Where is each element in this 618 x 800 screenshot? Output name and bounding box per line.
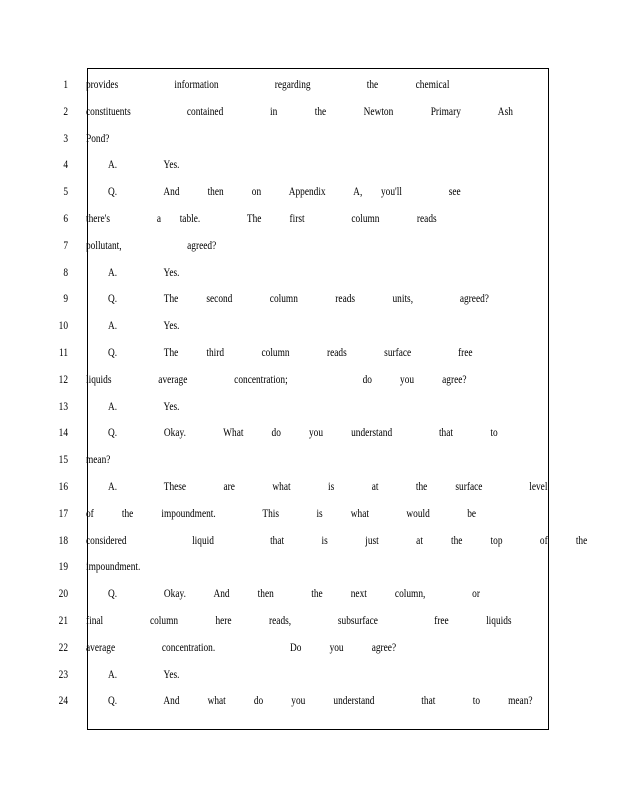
transcript-line — [0, 421, 618, 443]
transcript-line — [0, 395, 618, 417]
line-text: A. Yes. — [108, 666, 180, 681]
line-text: A. Yes. — [108, 264, 180, 279]
line-text: A. Yes. — [108, 157, 180, 172]
transcript-line — [0, 180, 618, 202]
transcript-line — [0, 341, 618, 363]
line-number: 4 — [63, 157, 68, 172]
line-text: considered liquid that is just at the top of the — [86, 532, 588, 547]
transcript-line — [0, 100, 618, 122]
line-number: 7 — [63, 237, 68, 252]
line-text: Q. And then on Appendix A, you'll see — [108, 184, 461, 199]
line-number: 12 — [58, 371, 68, 386]
line-text: pollutant, agreed? — [86, 237, 217, 252]
line-number: 18 — [58, 532, 68, 547]
line-number: 13 — [58, 398, 68, 413]
transcript-line — [0, 636, 618, 658]
line-number: 14 — [58, 425, 68, 440]
line-number: 20 — [58, 586, 68, 601]
line-text: Q. Okay. What do you understand that to — [108, 425, 498, 440]
line-number: 10 — [58, 318, 68, 333]
line-text: A. Yes. — [108, 398, 180, 413]
line-number: 16 — [58, 479, 68, 493]
transcript-line — [0, 609, 618, 631]
line-number: 24 — [58, 693, 68, 708]
line-text: final column here reads, subsurface free liquids — [86, 613, 512, 627]
line-number: 15 — [58, 452, 68, 467]
transcript-line — [0, 207, 618, 229]
line-number: 8 — [63, 264, 68, 279]
line-number: 21 — [58, 613, 68, 627]
line-text: Q. The third column reads surface free — [108, 345, 473, 359]
line-text: constituents contained in the Newton Primary Ash — [86, 103, 513, 118]
transcript-line — [0, 153, 618, 175]
transcript-line — [0, 502, 618, 524]
line-text: impoundment. — [86, 559, 141, 574]
line-number: 9 — [63, 291, 68, 306]
transcript-line — [0, 368, 618, 390]
line-text: A. Yes. — [108, 318, 180, 333]
line-text: Pond? — [86, 130, 110, 145]
line-number: 5 — [63, 184, 68, 199]
transcript-line — [0, 475, 618, 497]
line-number: 23 — [58, 666, 68, 681]
line-number: 3 — [63, 130, 68, 145]
transcript-line — [0, 261, 618, 283]
line-number: 17 — [58, 505, 68, 520]
line-number: 22 — [58, 639, 68, 654]
transcript-line — [0, 314, 618, 336]
line-text: of the impoundment. This is what would be — [86, 505, 477, 520]
line-text: Q. And what do you understand that to mean? — [108, 693, 533, 708]
line-text: Q. The second column reads units, agreed? — [108, 291, 489, 306]
transcript-line — [0, 689, 618, 711]
line-text: there's a table. The first column reads — [86, 211, 437, 225]
transcript-line — [0, 663, 618, 685]
line-number: 11 — [58, 345, 68, 359]
line-text: liquids average concentration; do you agree? — [86, 371, 467, 386]
transcript-line — [0, 127, 618, 149]
transcript-line — [0, 555, 618, 577]
line-text: average concentration. Do you agree? — [86, 639, 397, 654]
line-text: mean? — [86, 452, 111, 467]
transcript-line — [0, 287, 618, 309]
transcript-line — [0, 529, 618, 551]
transcript-line — [0, 73, 618, 95]
line-text: A. These are what is at the surface level — [108, 479, 548, 493]
line-number: 6 — [63, 211, 68, 225]
line-text: provides information regarding the chemical — [86, 77, 450, 91]
line-number: 1 — [63, 77, 68, 91]
transcript-line — [0, 582, 618, 604]
transcript-line — [0, 234, 618, 256]
line-number: 2 — [63, 103, 68, 118]
transcript-line — [0, 448, 618, 470]
line-text: Q. Okay. And then the next column, or — [108, 586, 480, 601]
line-number: 19 — [58, 559, 68, 574]
